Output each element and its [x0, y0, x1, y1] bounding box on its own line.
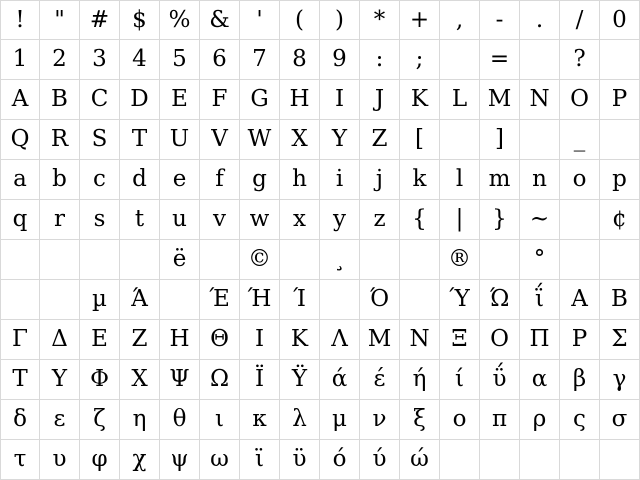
glyph-cell[interactable]: x	[280, 200, 320, 240]
glyph-cell[interactable]: &	[200, 0, 240, 40]
glyph-cell[interactable]	[600, 120, 640, 160]
glyph-cell[interactable]: Χ	[120, 360, 160, 400]
glyph-cell[interactable]: E	[160, 80, 200, 120]
glyph-cell[interactable]: Ε	[80, 320, 120, 360]
glyph-cell[interactable]: y	[320, 200, 360, 240]
glyph-cell[interactable]: Α	[560, 280, 600, 320]
glyph-cell[interactable]: Λ	[320, 320, 360, 360]
glyph-cell[interactable]: θ	[160, 400, 200, 440]
glyph-cell[interactable]: Θ	[200, 320, 240, 360]
glyph-cell[interactable]	[80, 240, 120, 280]
glyph-cell[interactable]: R	[40, 120, 80, 160]
glyph-cell[interactable]: Z	[360, 120, 400, 160]
glyph-cell[interactable]: z	[360, 200, 400, 240]
glyph-cell[interactable]: .	[520, 0, 560, 40]
glyph-cell[interactable]: ζ	[80, 400, 120, 440]
glyph-cell[interactable]: i	[320, 160, 360, 200]
glyph-cell[interactable]: +	[400, 0, 440, 40]
glyph-cell[interactable]: κ	[240, 400, 280, 440]
glyph-cell[interactable]: G	[240, 80, 280, 120]
glyph-cell[interactable]: 0	[600, 0, 640, 40]
glyph-cell[interactable]: c	[80, 160, 120, 200]
glyph-cell[interactable]: ϋ	[280, 440, 320, 480]
glyph-cell[interactable]: Y	[320, 120, 360, 160]
glyph-cell[interactable]: ,	[440, 0, 480, 40]
glyph-cell[interactable]	[200, 240, 240, 280]
glyph-cell[interactable]: υ	[40, 440, 80, 480]
glyph-cell[interactable]: B	[40, 80, 80, 120]
glyph-cell[interactable]: Δ	[40, 320, 80, 360]
glyph-cell[interactable]: Ν	[400, 320, 440, 360]
glyph-cell[interactable]: F	[200, 80, 240, 120]
glyph-cell[interactable]: |	[440, 200, 480, 240]
glyph-cell[interactable]	[440, 120, 480, 160]
glyph-cell[interactable]: H	[280, 80, 320, 120]
glyph-cell[interactable]: C	[80, 80, 120, 120]
glyph-cell[interactable]: ®	[440, 240, 480, 280]
glyph-cell[interactable]	[520, 40, 560, 80]
glyph-cell[interactable]	[440, 440, 480, 480]
glyph-cell[interactable]: ~	[520, 200, 560, 240]
glyph-cell[interactable]: L	[440, 80, 480, 120]
glyph-cell[interactable]: μ	[320, 400, 360, 440]
glyph-cell[interactable]: 4	[120, 40, 160, 80]
glyph-cell[interactable]: $	[120, 0, 160, 40]
glyph-cell[interactable]: ΐ	[520, 280, 560, 320]
glyph-cell[interactable]	[0, 280, 40, 320]
glyph-cell[interactable]: %	[160, 0, 200, 40]
glyph-cell[interactable]	[560, 200, 600, 240]
glyph-cell[interactable]: r	[40, 200, 80, 240]
glyph-cell[interactable]: φ	[80, 440, 120, 480]
glyph-cell[interactable]: Ϋ	[280, 360, 320, 400]
glyph-cell[interactable]	[520, 440, 560, 480]
glyph-cell[interactable]: n	[520, 160, 560, 200]
glyph-cell[interactable]: U	[160, 120, 200, 160]
glyph-cell[interactable]: π	[480, 400, 520, 440]
glyph-cell[interactable]: ]	[480, 120, 520, 160]
glyph-cell[interactable]	[560, 440, 600, 480]
glyph-cell[interactable]: N	[520, 80, 560, 120]
glyph-cell[interactable]: K	[400, 80, 440, 120]
glyph-cell[interactable]: 5	[160, 40, 200, 80]
glyph-cell[interactable]: Ύ	[440, 280, 480, 320]
glyph-cell[interactable]: (	[280, 0, 320, 40]
glyph-cell[interactable]: p	[600, 160, 640, 200]
glyph-cell[interactable]: [	[400, 120, 440, 160]
glyph-cell[interactable]	[120, 240, 160, 280]
glyph-cell[interactable]: S	[80, 120, 120, 160]
glyph-cell[interactable]: ο	[440, 400, 480, 440]
glyph-cell[interactable]: b	[40, 160, 80, 200]
glyph-cell[interactable]: Σ	[600, 320, 640, 360]
glyph-cell[interactable]: o	[560, 160, 600, 200]
glyph-cell[interactable]	[40, 240, 80, 280]
glyph-cell[interactable]	[320, 280, 360, 320]
glyph-cell[interactable]: 7	[240, 40, 280, 80]
glyph-cell[interactable]: 1	[0, 40, 40, 80]
glyph-cell[interactable]: Ω	[200, 360, 240, 400]
glyph-cell[interactable]: 2	[40, 40, 80, 80]
glyph-cell[interactable]: σ	[600, 400, 640, 440]
glyph-cell[interactable]	[0, 240, 40, 280]
glyph-cell[interactable]: W	[240, 120, 280, 160]
glyph-cell[interactable]: γ	[600, 360, 640, 400]
glyph-cell[interactable]	[400, 240, 440, 280]
glyph-cell[interactable]: d	[120, 160, 160, 200]
glyph-cell[interactable]: ë	[160, 240, 200, 280]
glyph-cell[interactable]: 9	[320, 40, 360, 80]
glyph-cell[interactable]: T	[120, 120, 160, 160]
glyph-cell[interactable]: J	[360, 80, 400, 120]
glyph-cell[interactable]: }	[480, 200, 520, 240]
glyph-cell[interactable]: f	[200, 160, 240, 200]
glyph-cell[interactable]: )	[320, 0, 360, 40]
glyph-cell[interactable]	[600, 240, 640, 280]
glyph-cell[interactable]: 8	[280, 40, 320, 80]
glyph-cell[interactable]: ω	[200, 440, 240, 480]
glyph-cell[interactable]: β	[560, 360, 600, 400]
glyph-cell[interactable]: Ή	[240, 280, 280, 320]
glyph-cell[interactable]: Τ	[0, 360, 40, 400]
glyph-cell[interactable]: w	[240, 200, 280, 240]
glyph-cell[interactable]: Ϊ	[240, 360, 280, 400]
glyph-cell[interactable]: {	[400, 200, 440, 240]
glyph-cell[interactable]: :	[360, 40, 400, 80]
glyph-cell[interactable]: "	[40, 0, 80, 40]
glyph-cell[interactable]: '	[240, 0, 280, 40]
glyph-cell[interactable]: Ψ	[160, 360, 200, 400]
glyph-cell[interactable]: t	[120, 200, 160, 240]
glyph-cell[interactable]: j	[360, 160, 400, 200]
glyph-cell[interactable]: q	[0, 200, 40, 240]
glyph-cell[interactable]: ϊ	[240, 440, 280, 480]
glyph-cell[interactable]: Γ	[0, 320, 40, 360]
glyph-cell[interactable]: ύ	[360, 440, 400, 480]
glyph-cell[interactable]: M	[480, 80, 520, 120]
glyph-cell[interactable]: h	[280, 160, 320, 200]
glyph-cell[interactable]: Β	[600, 280, 640, 320]
glyph-cell[interactable]: v	[200, 200, 240, 240]
glyph-cell[interactable]: g	[240, 160, 280, 200]
glyph-cell[interactable]: #	[80, 0, 120, 40]
glyph-cell[interactable]: A	[0, 80, 40, 120]
glyph-cell[interactable]: *	[360, 0, 400, 40]
glyph-cell[interactable]	[520, 120, 560, 160]
glyph-cell[interactable]: _	[560, 120, 600, 160]
glyph-cell[interactable]: ψ	[160, 440, 200, 480]
glyph-cell[interactable]	[440, 40, 480, 80]
glyph-cell[interactable]: Υ	[40, 360, 80, 400]
glyph-cell[interactable]: λ	[280, 400, 320, 440]
glyph-cell[interactable]: ξ	[400, 400, 440, 440]
glyph-cell[interactable]: -	[480, 0, 520, 40]
glyph-cell[interactable]	[600, 440, 640, 480]
glyph-cell[interactable]: X	[280, 120, 320, 160]
glyph-cell[interactable]: =	[480, 40, 520, 80]
glyph-cell[interactable]: τ	[0, 440, 40, 480]
glyph-cell[interactable]: ρ	[520, 400, 560, 440]
glyph-cell[interactable]: P	[600, 80, 640, 120]
glyph-cell[interactable]: ©	[240, 240, 280, 280]
glyph-cell[interactable]: Q	[0, 120, 40, 160]
glyph-cell[interactable]: α	[520, 360, 560, 400]
glyph-cell[interactable]: ί	[440, 360, 480, 400]
glyph-cell[interactable]: Ζ	[120, 320, 160, 360]
glyph-cell[interactable]: Ο	[480, 320, 520, 360]
glyph-cell[interactable]: ν	[360, 400, 400, 440]
glyph-cell[interactable]: e	[160, 160, 200, 200]
glyph-cell[interactable]: k	[400, 160, 440, 200]
glyph-cell[interactable]: Ξ	[440, 320, 480, 360]
glyph-cell[interactable]: έ	[360, 360, 400, 400]
glyph-cell[interactable]: Μ	[360, 320, 400, 360]
glyph-cell[interactable]: Π	[520, 320, 560, 360]
glyph-cell[interactable]: l	[440, 160, 480, 200]
glyph-cell[interactable]	[560, 240, 600, 280]
glyph-cell[interactable]: µ	[80, 280, 120, 320]
glyph-cell[interactable]: 6	[200, 40, 240, 80]
glyph-cell[interactable]: Ρ	[560, 320, 600, 360]
glyph-cell[interactable]: ώ	[400, 440, 440, 480]
glyph-cell[interactable]: O	[560, 80, 600, 120]
glyph-cell[interactable]: Ώ	[480, 280, 520, 320]
glyph-cell[interactable]: ¸	[320, 240, 360, 280]
glyph-cell[interactable]: Ό	[360, 280, 400, 320]
glyph-cell[interactable]: ά	[320, 360, 360, 400]
glyph-cell[interactable]: s	[80, 200, 120, 240]
glyph-cell[interactable]: /	[560, 0, 600, 40]
glyph-cell[interactable]: ι	[200, 400, 240, 440]
glyph-cell[interactable]: D	[120, 80, 160, 120]
glyph-cell[interactable]: ΰ	[480, 360, 520, 400]
glyph-cell[interactable]: Φ	[80, 360, 120, 400]
glyph-cell[interactable]: ή	[400, 360, 440, 400]
glyph-cell[interactable]: m	[480, 160, 520, 200]
glyph-cell[interactable]: I	[320, 80, 360, 120]
glyph-cell[interactable]	[480, 240, 520, 280]
glyph-cell[interactable]	[480, 440, 520, 480]
glyph-cell[interactable]	[400, 280, 440, 320]
glyph-cell[interactable]: ό	[320, 440, 360, 480]
glyph-cell[interactable]: Κ	[280, 320, 320, 360]
glyph-cell[interactable]	[360, 240, 400, 280]
glyph-cell[interactable]: ;	[400, 40, 440, 80]
glyph-cell[interactable]	[160, 280, 200, 320]
glyph-cell[interactable]: Η	[160, 320, 200, 360]
glyph-cell[interactable]: η	[120, 400, 160, 440]
glyph-cell[interactable]: 3	[80, 40, 120, 80]
glyph-cell[interactable]: ς	[560, 400, 600, 440]
glyph-cell[interactable]: Ά	[120, 280, 160, 320]
glyph-cell[interactable]	[280, 240, 320, 280]
glyph-cell[interactable]	[600, 40, 640, 80]
glyph-cell[interactable]: χ	[120, 440, 160, 480]
glyph-cell[interactable]	[40, 280, 80, 320]
glyph-cell[interactable]: a	[0, 160, 40, 200]
glyph-cell[interactable]: V	[200, 120, 240, 160]
glyph-cell[interactable]: ¢	[600, 200, 640, 240]
glyph-cell[interactable]: !	[0, 0, 40, 40]
glyph-cell[interactable]: ?	[560, 40, 600, 80]
glyph-cell[interactable]: Έ	[200, 280, 240, 320]
glyph-cell[interactable]: u	[160, 200, 200, 240]
glyph-cell[interactable]: δ	[0, 400, 40, 440]
glyph-cell[interactable]: °	[520, 240, 560, 280]
glyph-cell[interactable]: Ι	[240, 320, 280, 360]
glyph-cell[interactable]: ε	[40, 400, 80, 440]
glyph-cell[interactable]: Ί	[280, 280, 320, 320]
